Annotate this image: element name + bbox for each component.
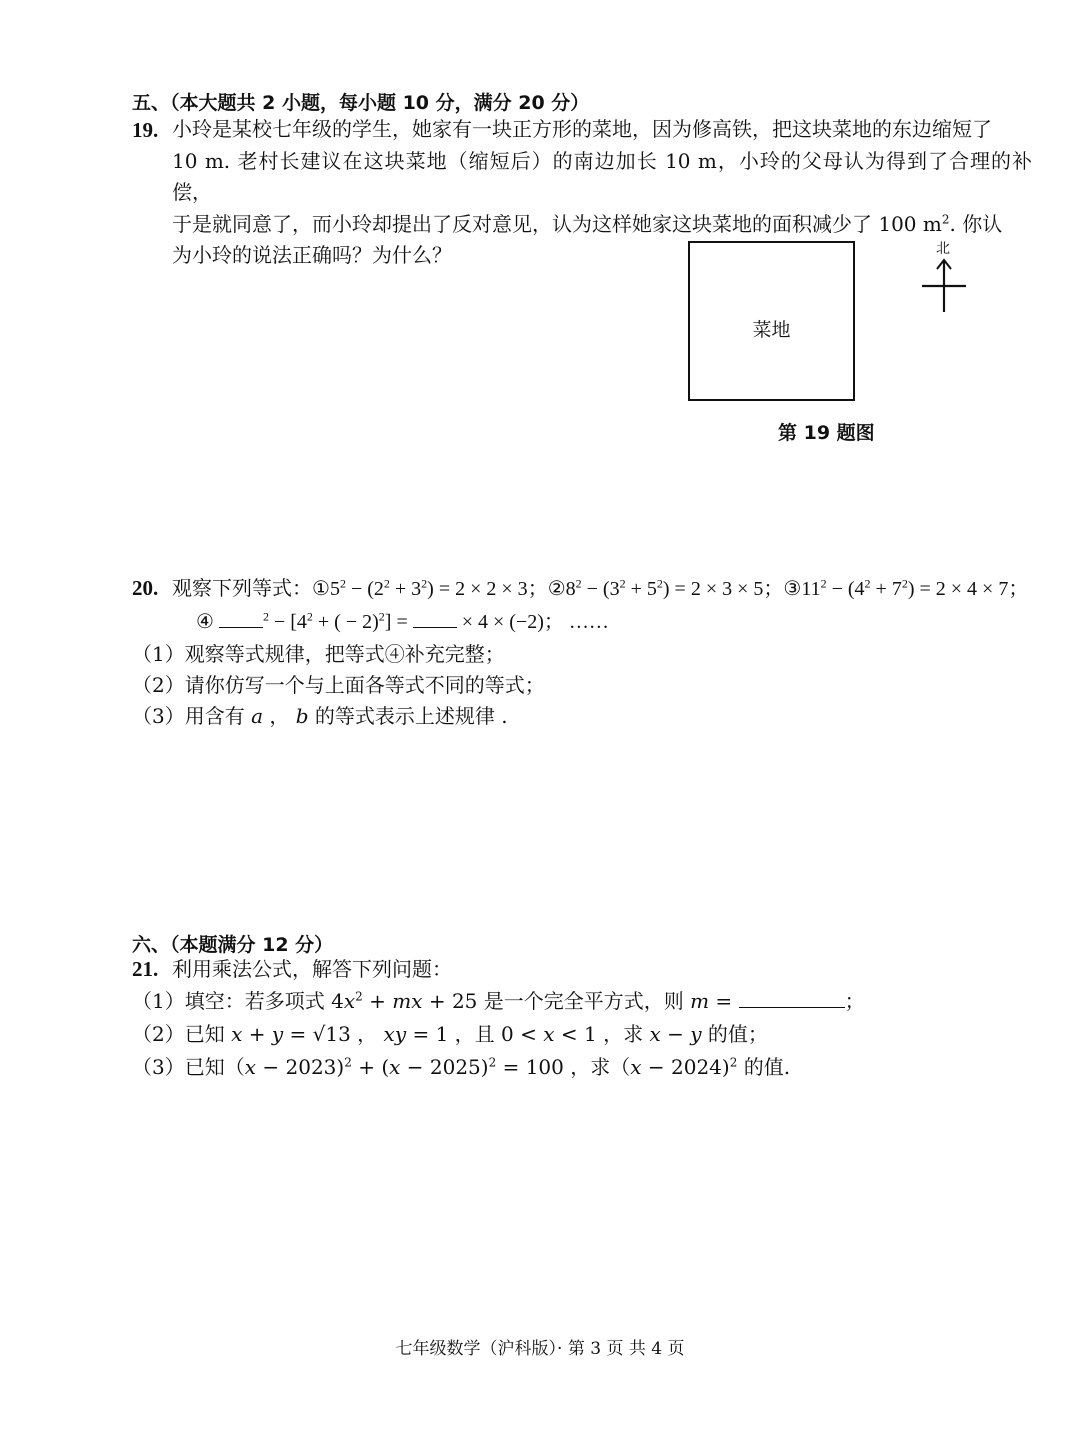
section-6-heading: 六、（本题满分 12 分） (132, 934, 334, 956)
q21-sub-3: （3）已知$(x - 2023)^2 + (x - 2025)^2 = 100$ ，求（x − 2024)$^2$ 的值. (132, 1055, 791, 1079)
q20-eq4-blank-2[interactable] (413, 609, 457, 628)
q20-sep-2: ； (763, 576, 784, 600)
q20-sub-3: （3）用含有 a ， b 的等式表示上述规律 . (132, 704, 508, 728)
q21-intro: 利用乘法公式，解答下列问题： (172, 957, 452, 981)
vegetable-plot-figure (688, 241, 855, 401)
q20-sep-1: ； (527, 576, 548, 600)
q21-sub-1: （1）填空：若多项式 $4x^2$ + mx + 25 是一个完全平方式，则 m = ； (132, 989, 865, 1013)
q19-number: 19. (132, 118, 159, 142)
q20-eq1: $①5^2 - (2^2 + 3^2) = 2 \times 2 \times 3$ (312, 576, 528, 600)
q20-eq4-blank-1[interactable] (219, 609, 263, 628)
compass-icon (918, 258, 970, 314)
section-5-heading: 五、（本大题共 2 小题，每小题 10 分，满分 20 分） (132, 92, 590, 114)
q19-line-3-sup: 2 (941, 211, 950, 226)
q19-line-4: 为小玲的说法正确吗？为什么？ (172, 243, 452, 267)
compass-north-label: 北 (936, 241, 950, 257)
q20-sep-3: ； (1008, 576, 1029, 600)
vegetable-plot-label: 菜地 (752, 319, 791, 341)
q19-line-3a: 于是就同意了，而小玲却提出了反对意见，认为这样她家这块菜地的面积减少了 100 m (172, 211, 942, 236)
q20-intro: 观察下列等式： (172, 576, 312, 600)
q20-eq4: ④ $^2 - [4^2$ + ( − 2)$^2$] = × 4 × (−2)； …… (196, 609, 609, 633)
q19-line-2: 10 m. 老村长建议在这块菜地（缩短后）的南边加长 10 m，小玲的父母认为得到了合理的补偿， (172, 148, 1032, 204)
q20-number: 20. (132, 576, 159, 600)
q20-equations-line-1 (172, 572, 1028, 605)
q19-text (172, 114, 1032, 272)
q20-eq4-marker: ④ (196, 611, 214, 633)
q19-line-1: 小玲是某校七年级的学生，她家有一块正方形的菜地，因为修高铁，把这块菜地的东边缩短了 (172, 117, 992, 141)
q20-sub-1: （1）观察等式规律，把等式④补充完整； (132, 642, 505, 666)
q21-number: 21. (132, 957, 159, 981)
q20-sub-2: （2）请你仿写一个与上面各等式不同的等式； (132, 673, 545, 697)
q20-eq3: $③11^2 - (4^2 + 7^2) = 2 \times 4 \times 7$ (783, 576, 1009, 600)
q21-sub-2: （2）已知 x + y = √13 ， xy = 1 ，且 0 < x < 1 ，求 x − y 的值； (132, 1022, 768, 1046)
q19-line-3 (172, 209, 1032, 241)
page-footer: 七年级数学（沪科版）· 第 3 页 共 4 页 (395, 1339, 685, 1359)
q21-sub1-answer-blank[interactable] (739, 989, 845, 1008)
q19-figure-caption: 第 19 题图 (778, 422, 875, 444)
q20-eq2: $②8^2 - (3^2 + 5^2) = 2 \times 3 \times 5$ (547, 576, 764, 600)
q19-line-3b: . 你认 (949, 211, 1003, 236)
